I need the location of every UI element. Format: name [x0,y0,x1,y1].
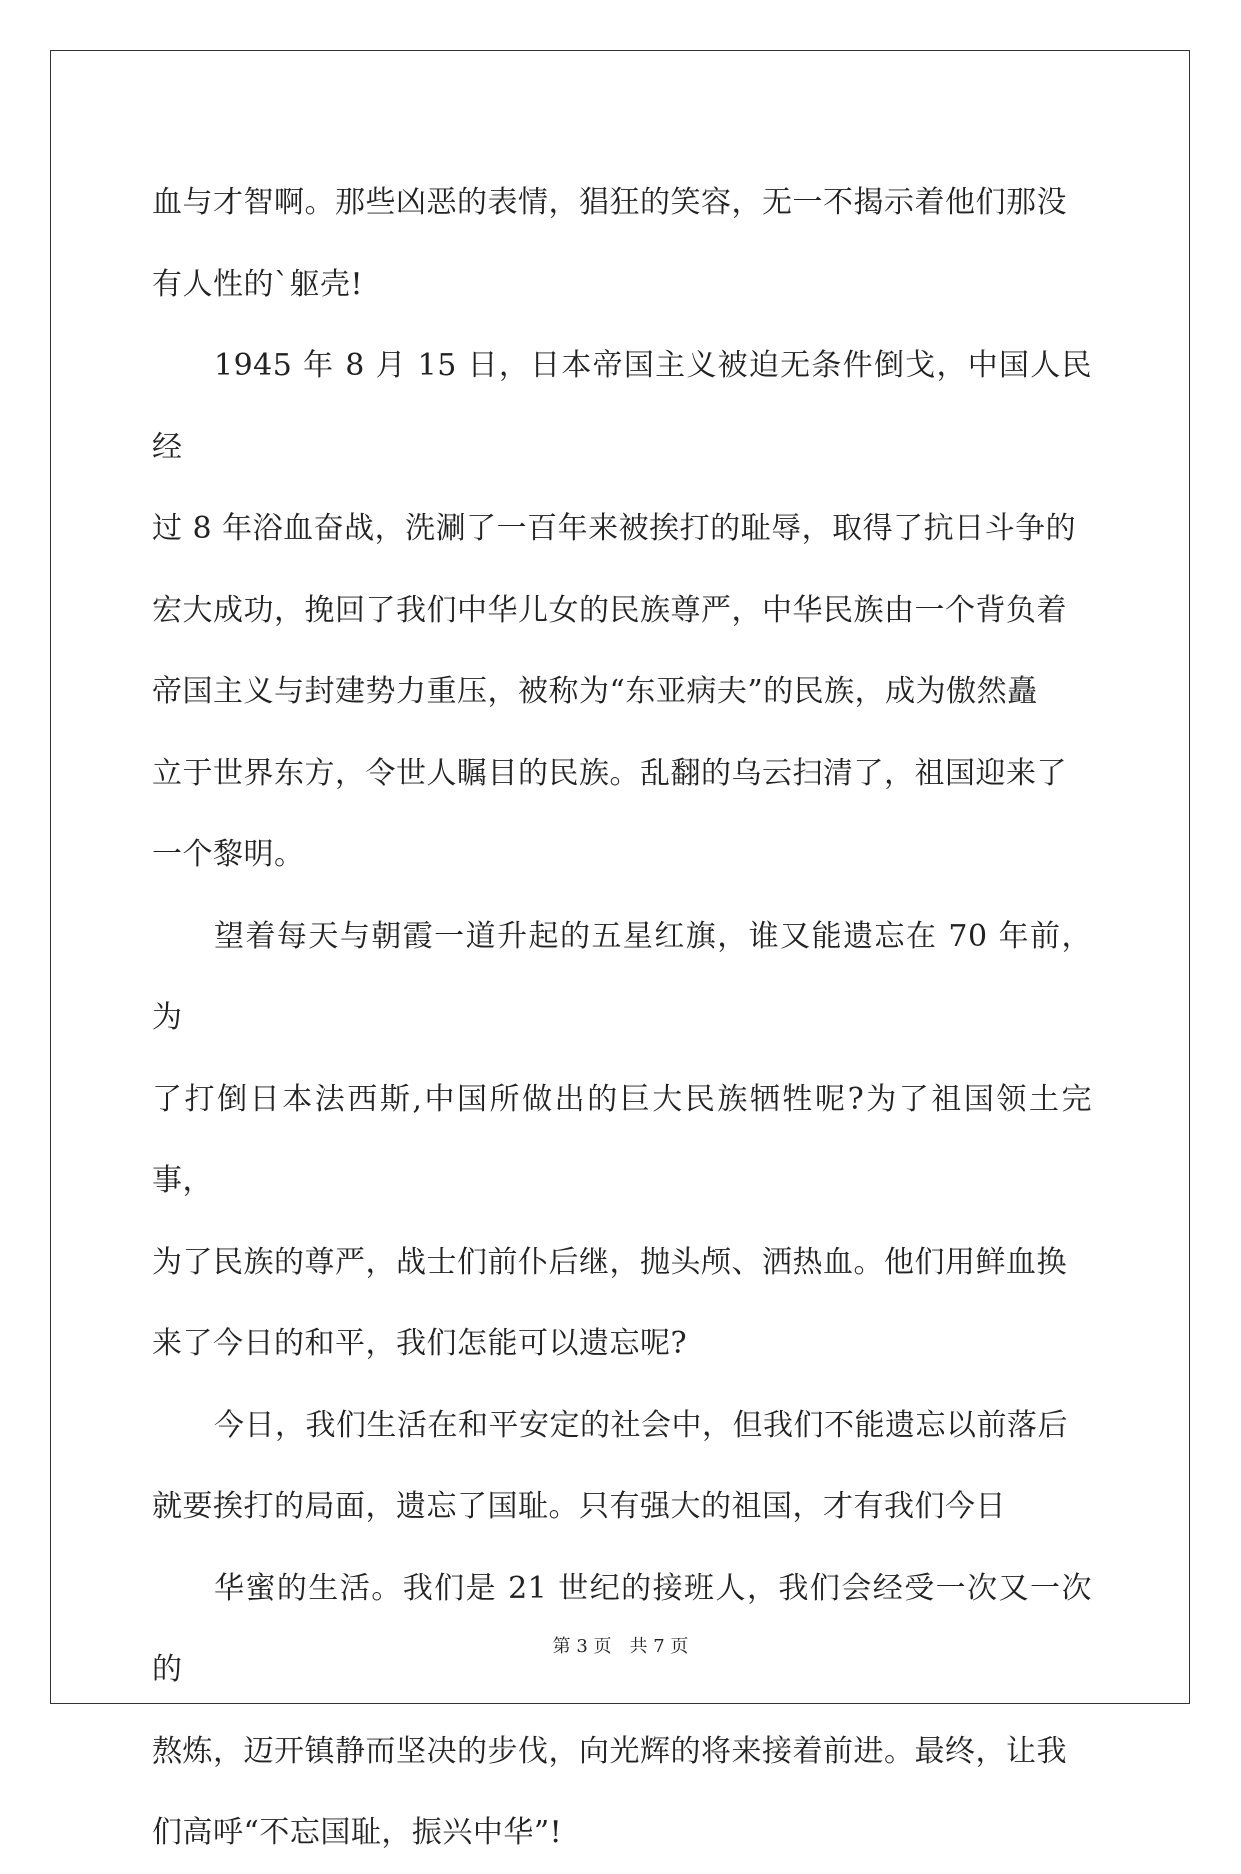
text-line: 望着每天与朝霞一道升起的五星红旗，谁又能遗忘在 70 年前，为 [152,918,1092,1035]
text-line: 过 8 年浴血奋战，洗涮了一百年来被挨打的耻辱，取得了抗日斗争的 [152,511,1077,546]
text-line: 立于世界东方，令世人瞩目的民族。乱翻的乌云扫清了，祖国迎来了 [152,755,1067,791]
paragraph [152,896,1092,1385]
text-line: 有人性的`躯壳! [152,266,364,302]
paragraph [152,162,1092,325]
text-line: 帝国主义与封建势力重压，被称为“东亚病夫”的民族，成为傲然矗 [152,674,1038,709]
text-line: 就要挨打的局面，遗忘了国耻。只有强大的祖国，才有我们今日 [152,1489,1006,1524]
text-line: 们高呼“不忘国耻，振兴中华”! [152,1815,563,1850]
text-line: 今日，我们生活在和平安定的社会中，但我们不能遗忘以前落后 [214,1407,1068,1443]
document-body [152,162,1092,1874]
text-line: 宏大成功，挽回了我们中华儿女的民族尊严，中华民族由一个背负着 [152,592,1067,628]
text-line: 来了今日的和平，我们怎能可以遗忘呢? [152,1326,688,1361]
text-line: 1945 年 8 月 15 日，日本帝国主义被迫无条件倒戈，中国人民经 [152,348,1092,465]
text-line: 血与才智啊。那些凶恶的表情，猖狂的笑容，无一不揭示着他们那没 [152,185,1067,220]
paragraph [152,1385,1092,1548]
text-line: 熬炼，迈开镇静而坚决的步伐，向光辉的将来接着前进。最终，让我 [152,1733,1067,1769]
paragraph [152,1548,1092,1874]
text-line: 一个黎明。 [152,837,305,872]
text-line: 华蜜的生活。我们是 21 世纪的接班人，我们会经受一次又一次的 [152,1570,1092,1687]
text-line: 了打倒日本法西斯,中国所做出的巨大民族牺牲呢?为了祖国领土完事， [152,1081,1092,1198]
paragraph [152,325,1092,896]
page-number: 第 3 页 共 7 页 [552,1636,689,1657]
text-line: 为了民族的尊严，战士们前仆后继，抛头颅、洒热血。他们用鲜血换 [152,1244,1067,1280]
